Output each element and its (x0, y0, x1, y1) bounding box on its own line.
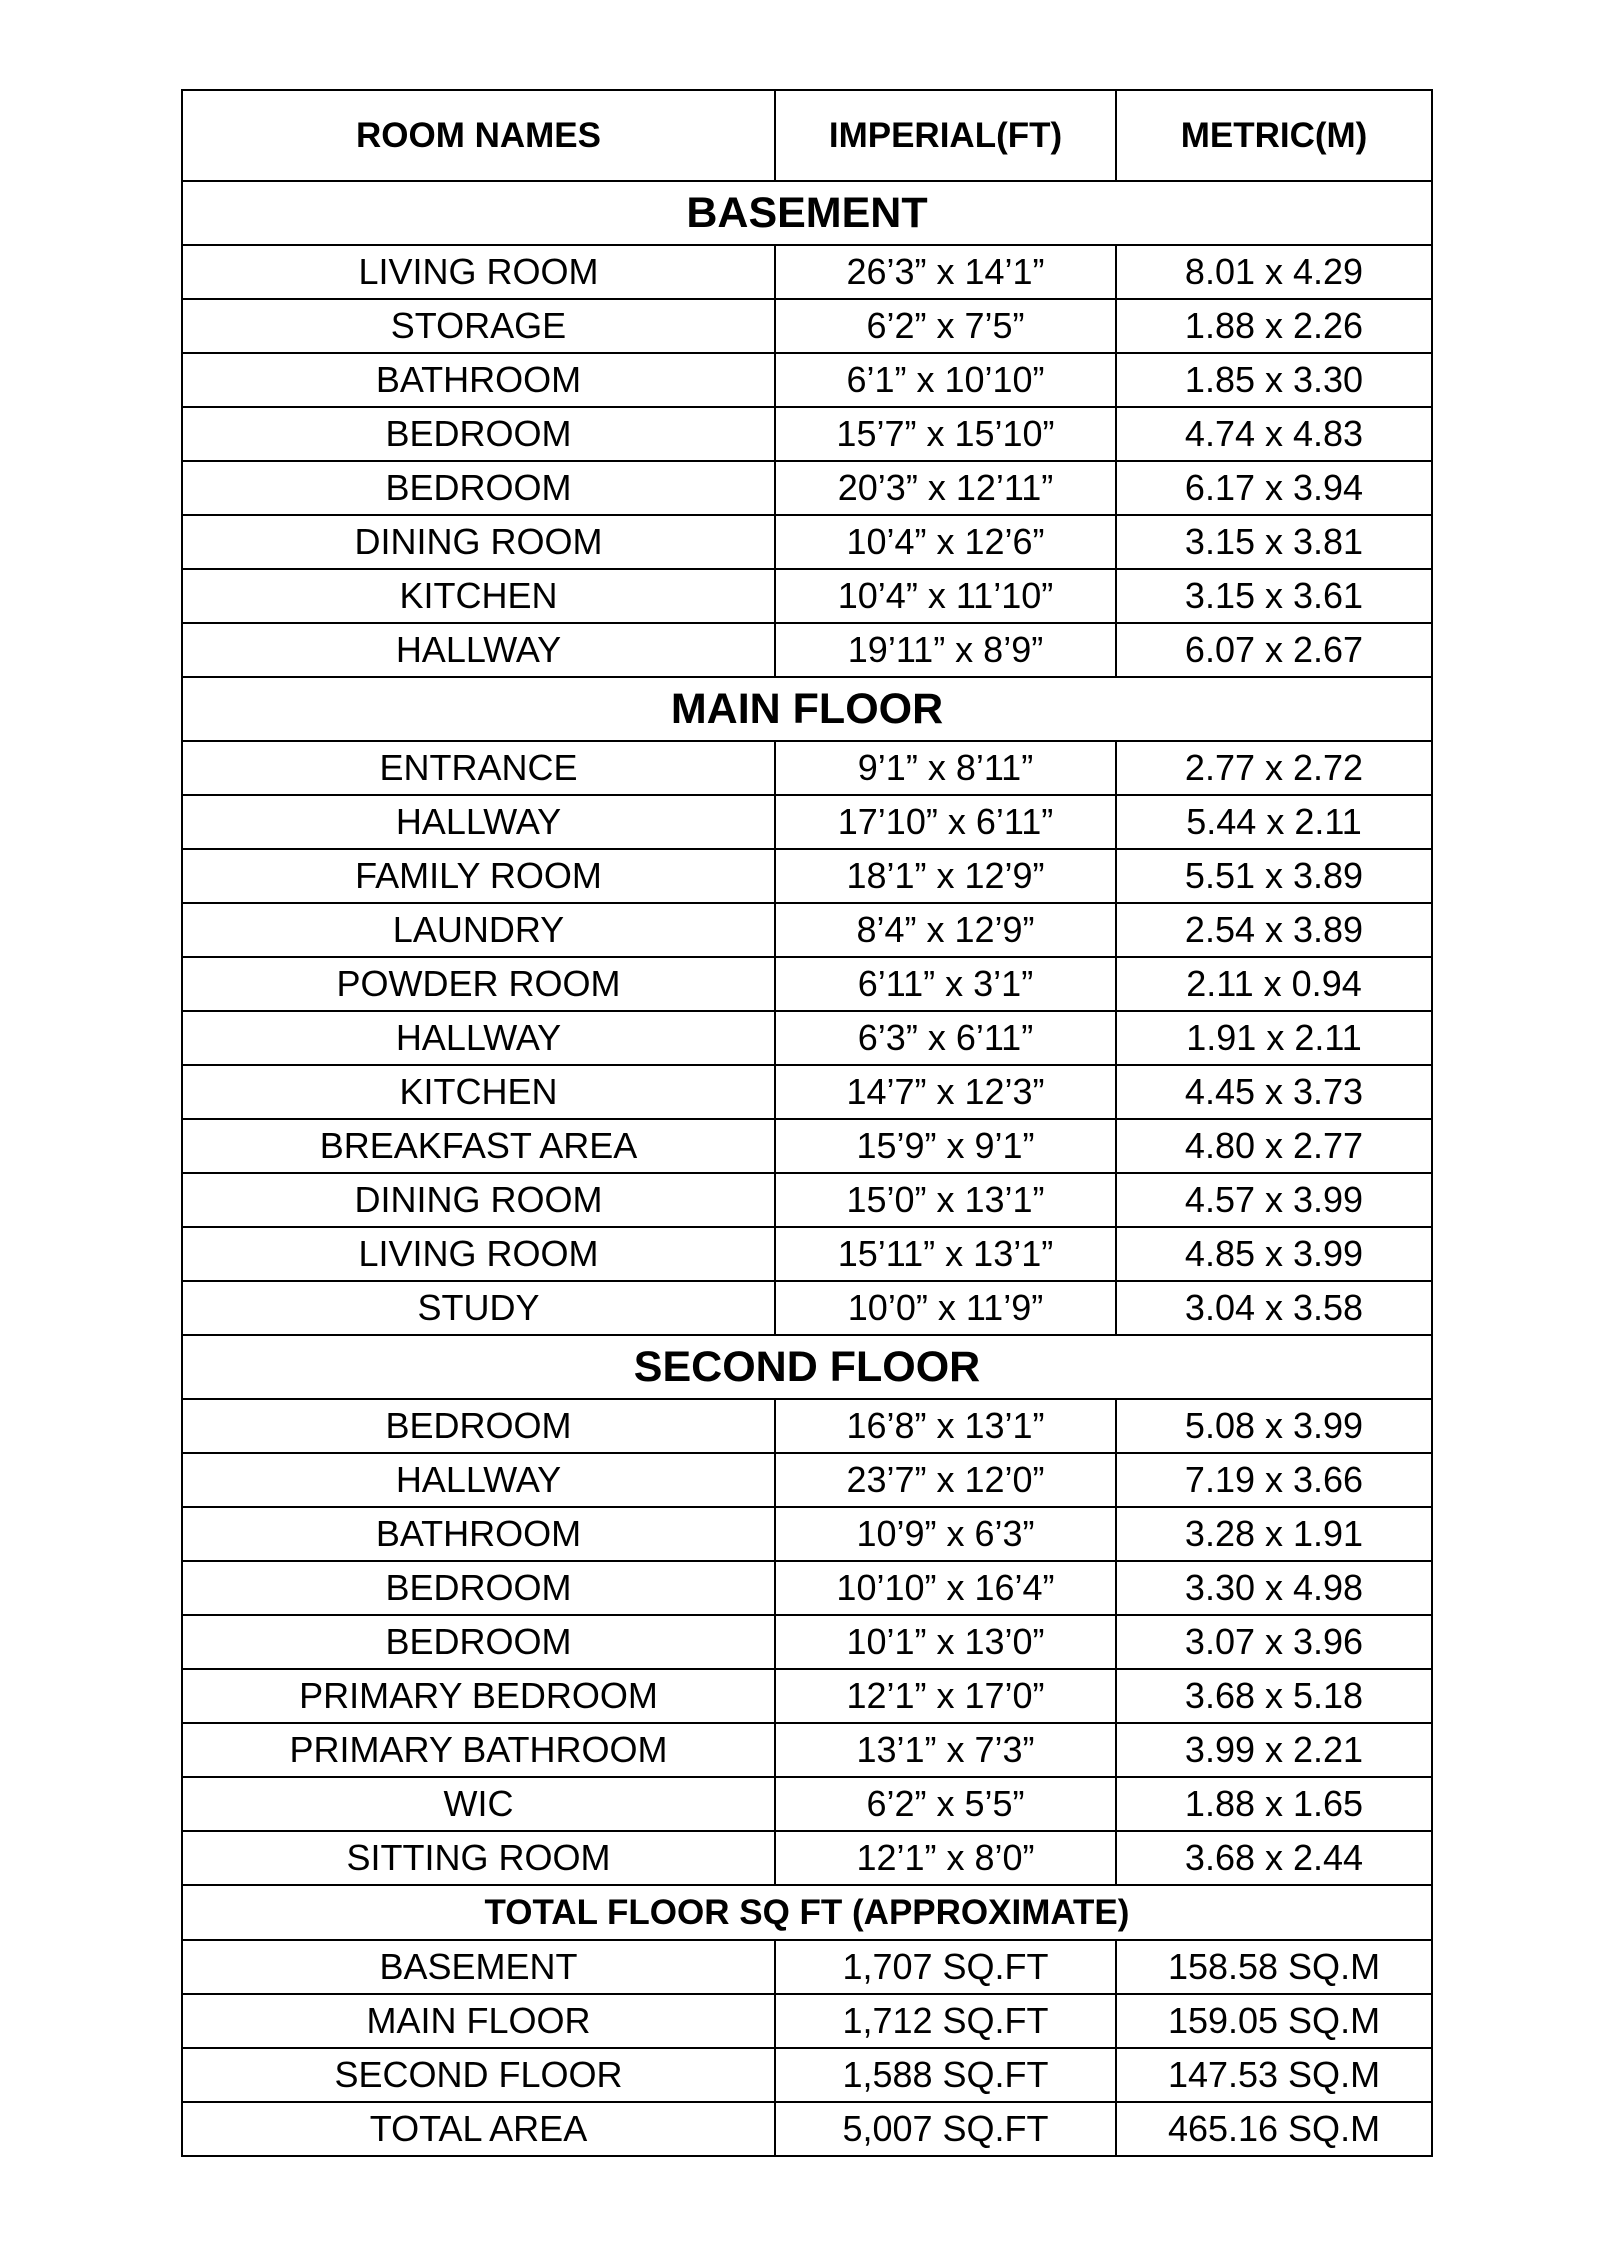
table-row (182, 461, 1432, 515)
room-name: HALLWAY (182, 1453, 775, 1507)
imperial-size: 10’10” x 16’4” (775, 1561, 1116, 1615)
section-heading-basement (182, 181, 1432, 245)
room-name: SITTING ROOM (182, 1831, 775, 1885)
room-name: DINING ROOM (182, 515, 775, 569)
metric-size: 3.68 x 5.18 (1116, 1669, 1432, 1723)
table-row (182, 569, 1432, 623)
table-row (182, 1399, 1432, 1453)
table-row (182, 2048, 1432, 2102)
table-row (182, 1281, 1432, 1335)
section-heading-second-floor (182, 1335, 1432, 1399)
room-name: WIC (182, 1777, 775, 1831)
metric-size: 5.08 x 3.99 (1116, 1399, 1432, 1453)
imperial-size: 26’3” x 14’1” (775, 245, 1116, 299)
section-title: MAIN FLOOR (182, 677, 1432, 741)
imperial-size: 19’11” x 8’9” (775, 623, 1116, 677)
floor-name: SECOND FLOOR (182, 2048, 775, 2102)
metric-area: 147.53 SQ.M (1116, 2048, 1432, 2102)
room-name: PRIMARY BATHROOM (182, 1723, 775, 1777)
imperial-size: 6’2” x 7’5” (775, 299, 1116, 353)
metric-area: 159.05 SQ.M (1116, 1994, 1432, 2048)
imperial-area: 1,712 SQ.FT (775, 1994, 1116, 2048)
imperial-size: 23’7” x 12’0” (775, 1453, 1116, 1507)
header-room-names: ROOM NAMES (182, 90, 775, 181)
metric-size: 2.54 x 3.89 (1116, 903, 1432, 957)
imperial-size: 16’8” x 13’1” (775, 1399, 1116, 1453)
room-name: DINING ROOM (182, 1173, 775, 1227)
imperial-size: 12’1” x 17’0” (775, 1669, 1116, 1723)
metric-size: 4.85 x 3.99 (1116, 1227, 1432, 1281)
section-title: BASEMENT (182, 181, 1432, 245)
room-name: FAMILY ROOM (182, 849, 775, 903)
metric-size: 4.45 x 3.73 (1116, 1065, 1432, 1119)
metric-size: 3.15 x 3.61 (1116, 569, 1432, 623)
room-name: BEDROOM (182, 1615, 775, 1669)
metric-size: 3.04 x 3.58 (1116, 1281, 1432, 1335)
metric-size: 6.17 x 3.94 (1116, 461, 1432, 515)
metric-size: 2.11 x 0.94 (1116, 957, 1432, 1011)
table-row (182, 299, 1432, 353)
metric-size: 5.51 x 3.89 (1116, 849, 1432, 903)
metric-size: 1.88 x 1.65 (1116, 1777, 1432, 1831)
imperial-area: 1,707 SQ.FT (775, 1940, 1116, 1994)
metric-size: 1.88 x 2.26 (1116, 299, 1432, 353)
room-name: STORAGE (182, 299, 775, 353)
room-name: HALLWAY (182, 1011, 775, 1065)
room-name: KITCHEN (182, 569, 775, 623)
header-metric: METRIC(M) (1116, 90, 1432, 181)
section-heading-totals (182, 1885, 1432, 1940)
table-row (182, 1940, 1432, 1994)
imperial-size: 9’1” x 8’11” (775, 741, 1116, 795)
table-row (182, 795, 1432, 849)
imperial-size: 6’11” x 3’1” (775, 957, 1116, 1011)
room-name: BATHROOM (182, 1507, 775, 1561)
imperial-size: 6’2” x 5’5” (775, 1777, 1116, 1831)
table-row (182, 1723, 1432, 1777)
table-row (182, 1669, 1432, 1723)
metric-size: 3.28 x 1.91 (1116, 1507, 1432, 1561)
room-name: ENTRANCE (182, 741, 775, 795)
table-row (182, 515, 1432, 569)
room-name: POWDER ROOM (182, 957, 775, 1011)
table-row (182, 1119, 1432, 1173)
table-row (182, 1615, 1432, 1669)
room-name: HALLWAY (182, 623, 775, 677)
imperial-size: 6’1” x 10’10” (775, 353, 1116, 407)
totals-title: TOTAL FLOOR SQ FT (APPROXIMATE) (182, 1885, 1432, 1940)
room-name: LIVING ROOM (182, 1227, 775, 1281)
table-row (182, 1011, 1432, 1065)
room-name: STUDY (182, 1281, 775, 1335)
imperial-size: 15’11” x 13’1” (775, 1227, 1116, 1281)
metric-size: 4.74 x 4.83 (1116, 407, 1432, 461)
table-row (182, 1994, 1432, 2048)
table-row (182, 1227, 1432, 1281)
metric-area: 465.16 SQ.M (1116, 2102, 1432, 2156)
metric-size: 2.77 x 2.72 (1116, 741, 1432, 795)
room-name: BEDROOM (182, 1399, 775, 1453)
imperial-size: 15’9” x 9’1” (775, 1119, 1116, 1173)
table-header-row (182, 90, 1432, 181)
table-row (182, 1453, 1432, 1507)
room-name: LIVING ROOM (182, 245, 775, 299)
table-row (182, 1173, 1432, 1227)
metric-size: 3.07 x 3.96 (1116, 1615, 1432, 1669)
table-row (182, 2102, 1432, 2156)
metric-size: 4.80 x 2.77 (1116, 1119, 1432, 1173)
room-name: BATHROOM (182, 353, 775, 407)
room-name: PRIMARY BEDROOM (182, 1669, 775, 1723)
table-row (182, 741, 1432, 795)
table-row (182, 1777, 1432, 1831)
section-heading-main-floor (182, 677, 1432, 741)
table-row (182, 245, 1432, 299)
floor-name: BASEMENT (182, 1940, 775, 1994)
table-row (182, 957, 1432, 1011)
imperial-size: 14’7” x 12’3” (775, 1065, 1116, 1119)
header-imperial: IMPERIAL(FT) (775, 90, 1116, 181)
room-name: LAUNDRY (182, 903, 775, 957)
imperial-size: 6’3” x 6’11” (775, 1011, 1116, 1065)
imperial-size: 8’4” x 12’9” (775, 903, 1116, 957)
section-title: SECOND FLOOR (182, 1335, 1432, 1399)
metric-area: 158.58 SQ.M (1116, 1940, 1432, 1994)
imperial-size: 13’1” x 7’3” (775, 1723, 1116, 1777)
floor-name: TOTAL AREA (182, 2102, 775, 2156)
metric-size: 4.57 x 3.99 (1116, 1173, 1432, 1227)
imperial-size: 18’1” x 12’9” (775, 849, 1116, 903)
table-row (182, 353, 1432, 407)
table-row (182, 849, 1432, 903)
room-name: BEDROOM (182, 407, 775, 461)
metric-size: 5.44 x 2.11 (1116, 795, 1432, 849)
imperial-area: 5,007 SQ.FT (775, 2102, 1116, 2156)
table-row (182, 1065, 1432, 1119)
table-row (182, 407, 1432, 461)
metric-size: 3.15 x 3.81 (1116, 515, 1432, 569)
table-row (182, 623, 1432, 677)
imperial-area: 1,588 SQ.FT (775, 2048, 1116, 2102)
imperial-size: 10’4” x 12’6” (775, 515, 1116, 569)
imperial-size: 15’7” x 15’10” (775, 407, 1116, 461)
metric-size: 1.91 x 2.11 (1116, 1011, 1432, 1065)
room-name: BREAKFAST AREA (182, 1119, 775, 1173)
imperial-size: 10’1” x 13’0” (775, 1615, 1116, 1669)
metric-size: 1.85 x 3.30 (1116, 353, 1432, 407)
imperial-size: 10’0” x 11’9” (775, 1281, 1116, 1335)
imperial-size: 15’0” x 13’1” (775, 1173, 1116, 1227)
room-name: HALLWAY (182, 795, 775, 849)
imperial-size: 12’1” x 8’0” (775, 1831, 1116, 1885)
metric-size: 8.01 x 4.29 (1116, 245, 1432, 299)
room-name: BEDROOM (182, 1561, 775, 1615)
imperial-size: 17’10” x 6’11” (775, 795, 1116, 849)
table-row (182, 903, 1432, 957)
imperial-size: 10’9” x 6’3” (775, 1507, 1116, 1561)
floor-name: MAIN FLOOR (182, 1994, 775, 2048)
room-name: KITCHEN (182, 1065, 775, 1119)
table-row (182, 1507, 1432, 1561)
metric-size: 3.99 x 2.21 (1116, 1723, 1432, 1777)
table-row (182, 1561, 1432, 1615)
metric-size: 3.30 x 4.98 (1116, 1561, 1432, 1615)
metric-size: 7.19 x 3.66 (1116, 1453, 1432, 1507)
imperial-size: 20’3” x 12’11” (775, 461, 1116, 515)
room-name: BEDROOM (182, 461, 775, 515)
imperial-size: 10’4” x 11’10” (775, 569, 1116, 623)
metric-size: 6.07 x 2.67 (1116, 623, 1432, 677)
room-dimensions-table (181, 89, 1433, 2157)
table-row (182, 1831, 1432, 1885)
metric-size: 3.68 x 2.44 (1116, 1831, 1432, 1885)
